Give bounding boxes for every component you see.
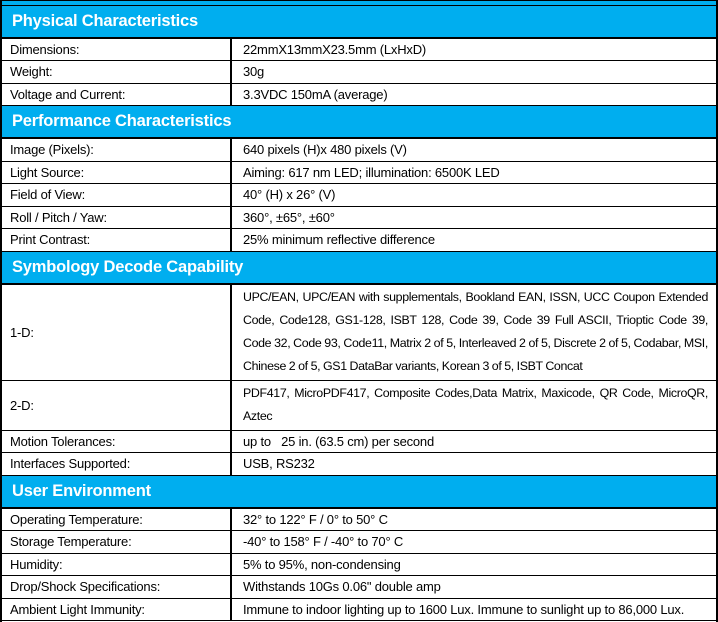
row-label: 2-D: — [2, 381, 232, 430]
section-header — [2, 106, 716, 139]
spec-table-body — [2, 6, 716, 622]
section-title: Physical Characteristics — [12, 11, 198, 30]
section-header — [2, 476, 716, 509]
table-row — [2, 84, 716, 107]
row-label: Field of View: — [2, 184, 232, 206]
row-label: Voltage and Current: — [2, 84, 232, 106]
table-row — [2, 285, 716, 381]
table-row — [2, 139, 716, 162]
row-label: Light Source: — [2, 162, 232, 184]
row-value: 3.3VDC 150mA (average) — [243, 86, 388, 102]
row-label: Roll / Pitch / Yaw: — [2, 207, 232, 229]
table-row — [2, 431, 716, 454]
row-value: Immune to indoor lighting up to 1600 Lux. Immune to sunlight up to 86,000 Lux. — [243, 601, 685, 617]
row-label: Ambient Light Immunity: — [2, 599, 232, 621]
row-value: 640 pixels (H)x 480 pixels (V) — [243, 142, 407, 158]
row-label: Operating Temperature: — [2, 509, 232, 531]
row-value: Aiming: 617 nm LED; illumination: 6500K LED — [243, 164, 500, 180]
table-row — [2, 531, 716, 554]
row-value: UPC/EAN, UPC/EAN with supplementals, Bookland EAN, ISSN, UCC Coupon Extended Code, Code128, GS1-128, ISBT 128, Code 39, Code 39 Full ASCII, Trioptic Code 39, Code 32, Code 93, Code11, Matrix 2 of 5, Interleaved 2 of 5, Discrete 2 of 5, Codabar, MSI, Chinese 2 of 5, GS1 DataBar variants, Korean 3 of 5, ISBT Concat — [243, 290, 708, 373]
row-label: Weight: — [2, 61, 232, 83]
table-row — [2, 576, 716, 599]
row-value: Withstands 10Gs 0.06" double amp — [243, 579, 441, 595]
table-row — [2, 453, 716, 476]
row-value: USB, RS232 — [243, 456, 315, 472]
table-row — [2, 509, 716, 532]
section-title: Symbology Decode Capability — [12, 257, 244, 276]
table-row — [2, 207, 716, 230]
row-value: -40° to 158° F / -40° to 70° C — [243, 534, 404, 550]
table-row — [2, 381, 716, 431]
row-label: Storage Temperature: — [2, 531, 232, 553]
row-value: 22mmX13mmX23.5mm (LxHxD) — [243, 41, 427, 57]
row-value: 40° (H) x 26° (V) — [243, 187, 336, 203]
row-label: Image (Pixels): — [2, 139, 232, 161]
row-value: 30g — [243, 64, 265, 80]
table-row — [2, 554, 716, 577]
row-value: 5% to 95%, non-condensing — [243, 556, 401, 572]
section-header — [2, 6, 716, 39]
row-label: Drop/Shock Specifications: — [2, 576, 232, 598]
table-row — [2, 61, 716, 84]
section-title: Performance Characteristics — [12, 112, 232, 130]
table-row — [2, 162, 716, 185]
row-label: Humidity: — [2, 554, 232, 576]
row-label: Interfaces Supported: — [2, 453, 232, 475]
row-label: 1-D: — [2, 285, 232, 380]
row-value: 32° to 122° F / 0° to 50° C — [243, 511, 388, 527]
section-title: User Environment — [12, 481, 151, 500]
row-value: PDF417, MicroPDF417, Composite Codes,Data Matrix, Maxicode, QR Code, MicroQR, Aztec — [243, 386, 708, 423]
row-value: up to 25 in. (63.5 cm) per second — [243, 433, 434, 449]
table-row — [2, 229, 716, 252]
row-label: Dimensions: — [2, 39, 232, 61]
row-label: Motion Tolerances: — [2, 431, 232, 453]
table-row — [2, 599, 716, 622]
row-value: 25% minimum reflective difference — [243, 232, 435, 248]
section-header — [2, 252, 716, 285]
row-value: 360°, ±65°, ±60° — [243, 209, 335, 225]
table-row — [2, 39, 716, 62]
row-label: Print Contrast: — [2, 229, 232, 251]
table-row — [2, 184, 716, 207]
